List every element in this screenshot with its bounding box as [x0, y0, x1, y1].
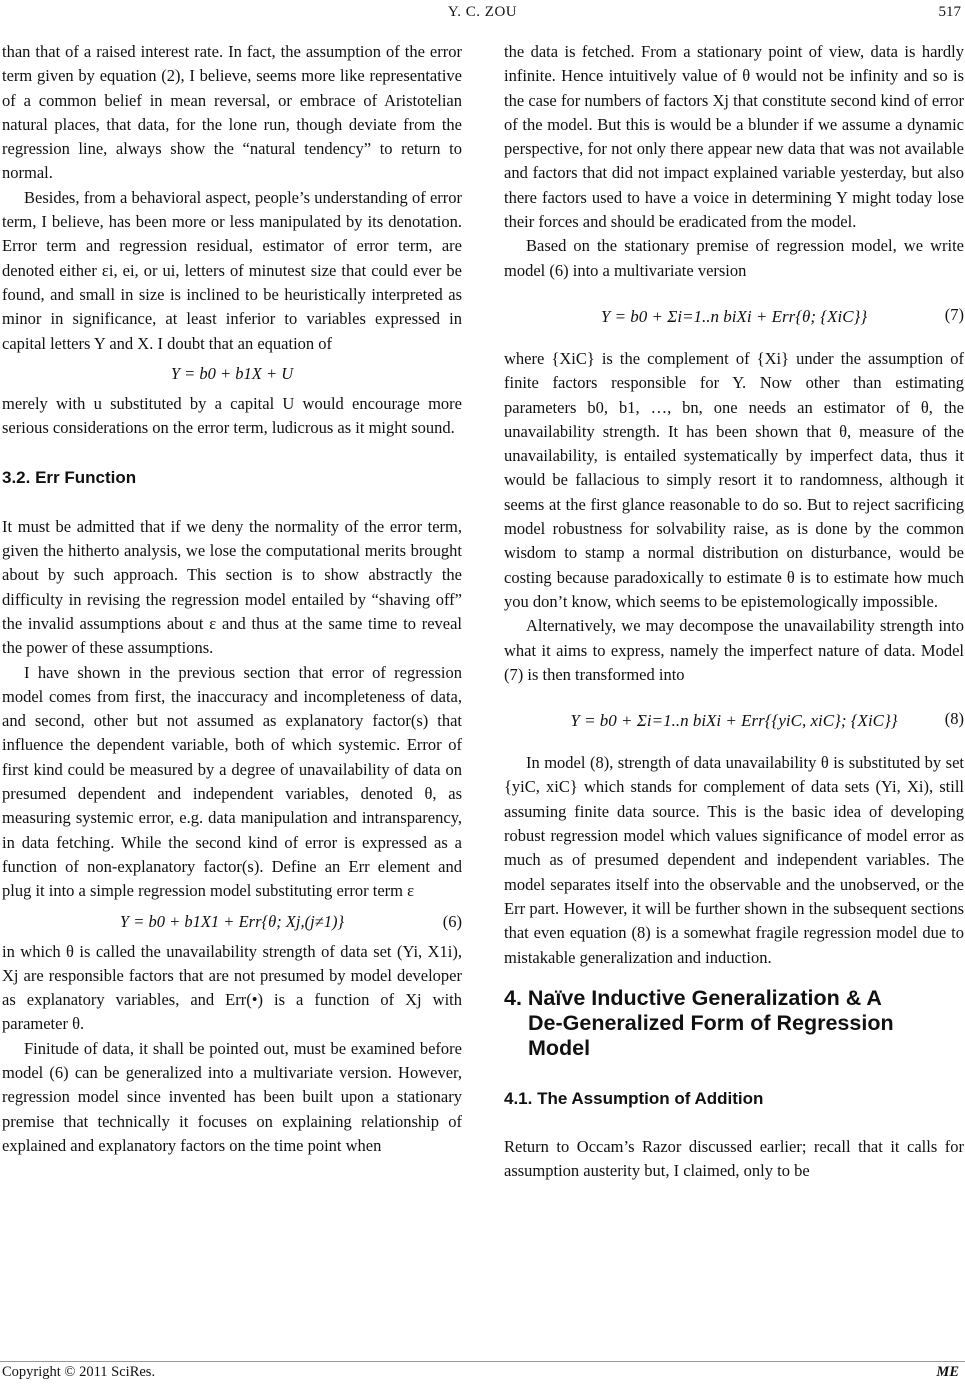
- paragraph: Alternatively, we may decompose the unavailability strength into what it aims to express, namely the imperfect nature of data. Model (7) is then transformed into: [504, 616, 964, 684]
- journal-abbreviation: ME: [936, 1364, 959, 1380]
- equation-7-body: Y = b0 + Σi=1..n biXi + Err{θ; {XiC}}: [600, 306, 868, 326]
- equation-6-body: Y = b0 + b1X1 + Err{θ; Xj,(j≠1)}: [119, 911, 345, 931]
- running-header-author: Y. C. ZOU: [447, 4, 518, 20]
- section-heading-3-2: 3.2. Err Function: [2, 468, 137, 488]
- paragraph: Based on the stationary premise of regression model, we write model (6) into a multivariate version: [504, 236, 964, 280]
- equation-8: [504, 691, 964, 747]
- section-heading-4-1: 4.1. The Assumption of Addition: [504, 1088, 764, 1108]
- page-number: 517: [938, 4, 961, 20]
- paragraph: merely with u substituted by a capital U would encourage more serious considerations on the error term, ludicrous as it might sound.: [2, 393, 462, 438]
- paragraph: the data is fetched. From a stationary point of view, data is hardly infinite. Hence intuitively value of θ would not be infinity and so is the case for numbers of factors Xj that constitute second kind of error of the model. But this is would be a blunder if we assume a dynamic perspective, for not only there appear new data that was not available and factors that did not impact explained variable yesterday, but also there factors used to have a voice in determining Y might today lose their forces and should be eradicated from the model.: [504, 42, 964, 232]
- paragraph: than that of a raised interest rate. In fact, the assumption of the error term given by equation (2), I believe, seems more like representative of a common belief in mean reversal, or embrace of Aristotelian natural places, that data, for the lone run, though deviate from the regression line, always show the “natural tendency” to return to normal.: [2, 42, 462, 183]
- left-column: [2, 40, 462, 1158]
- section-heading-4-line: De-Generalized Form of Regression: [528, 1010, 894, 1035]
- equation-8-number: (8): [944, 709, 964, 729]
- copyright-notice: Copyright © 2011 SciRes.: [2, 1364, 156, 1380]
- paragraph: in which θ is called the unavailability strength of data set (Yi, X1i), Xj are responsible factors that are not presumed by model developer as explanatory variables, and Err(•) is a function of Xj with parameter θ.: [2, 941, 462, 1034]
- paragraph: I have shown in the previous section that error of regression model comes from first, the inaccuracy and incompleteness of data, and second, other but not assumed as explanatory factor(s) that influence the dependent variable, both of which systemic. Error of first kind could be measured by a degree of unavailability of data on presumed dependent and independent variables, denoted θ, as measuring systemic error, e.g. data manipulation and intransparency, in data fetching. While the second kind of error is expressed as a function of non-explanatory factor(s). Define an Err element and plug it into a simple regression model substituting error term ε: [2, 662, 462, 901]
- equation-7: [504, 287, 964, 343]
- paragraph: where {XiC} is the complement of {Xi} under the assumption of finite factors responsible for Y. Now other than estimating parameters b0, b1, …, bn, one needs an estimator of θ, the unavailability strength. It has been shown that θ, measure of the unavailability, is entailed systematically by imperfect data, thus it would be fallacious to simply resort it to randomness, although it seems at the first glance reasonable to do so. But to reject sacrificing model robustness for solvability raise, as is done by the common wisdom to stamp a normal distribution on disturbance, would be costing because paradoxically to estimate θ is to estimate how much you don’t know, which seems to be epistemologically impossible.: [504, 348, 964, 611]
- paragraph: In model (8), strength of data unavailability θ is substituted by set {yiC, xiC} which stands for complement of data sets (Yi, Xi), still assuming finite data source. This is the basic idea of developing robust regression model which values significance of model error as much as of presumed dependent and independent variables. The model separates itself into the observable and the unobserved, or the Err part. However, it will be further shown in the subsequent sections that even equation (8) is a somewhat fragile regression model due to mistakable generalization and induction.: [504, 753, 964, 967]
- section-heading-4-line: Model: [528, 1035, 591, 1060]
- section-heading-4: [504, 986, 964, 1061]
- section-heading-4-line: 4. Naïve Inductive Generalization & A: [504, 985, 882, 1010]
- equation-6-number: (6): [442, 911, 462, 931]
- paragraph: Besides, from a behavioral aspect, people’s understanding of error term, I believe, has been more or less manipulated by its denotation. Error term and regression residual, estimator of error term, are denoted either εi, ei, or ui, letters of minutest size that could ever be found, and small in size is inclined to be heuristically interpreted as minor in significance, at least inferior to variables expressed in capital letters Y and X. I doubt that an equation of: [2, 187, 462, 353]
- paragraph: Return to Occam’s Razor discussed earlier; recall that it calls for assumption austerity but, I claimed, only to be: [504, 1137, 964, 1181]
- paragraph: It must be admitted that if we deny the normality of the error term, given the hitherto analysis, we lose the computational merits brought about by such approach. This section is to show abstractly the difficulty in revising the regression model entailed by “shaving off” the invalid assumptions about ε and thus at the same time to reveal the power of these assumptions.: [2, 516, 462, 658]
- footer-divider: [0, 1361, 965, 1362]
- equation-unnumbered: Y = b0 + b1X + U: [170, 363, 294, 383]
- paragraph: Finitude of data, it shall be pointed out, must be examined before model (6) can be generalized into a multivariate version. However, regression model since invented has been built upon a stationary premise that technically it focuses on explaining relationship of explained and explanatory factors on the time point when: [2, 1038, 462, 1155]
- equation-8-body: Y = b0 + Σi=1..n biXi + Err{{yiC, xiC}; {XiC}}: [570, 711, 898, 731]
- equation-6: [2, 907, 462, 937]
- equation-7-number: (7): [944, 304, 964, 324]
- right-column: [504, 40, 964, 1184]
